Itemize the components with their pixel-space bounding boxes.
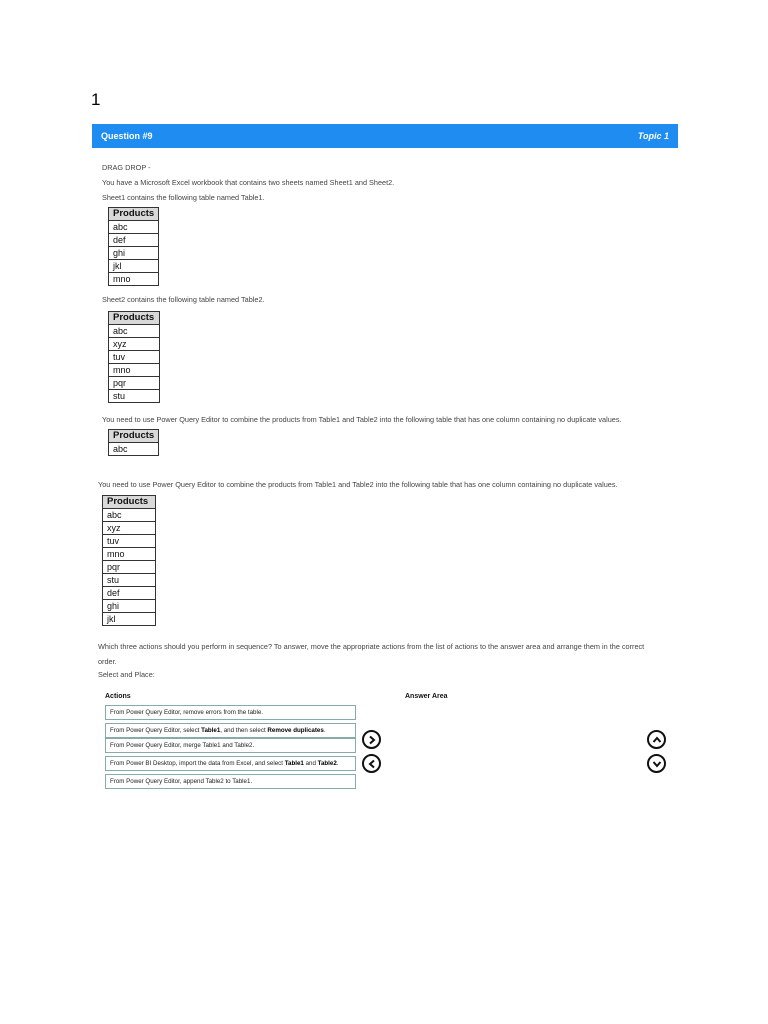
table2 — [108, 311, 160, 403]
table1-cell: mno — [109, 273, 159, 286]
question-type: DRAG DROP - — [102, 163, 151, 172]
table2-cell: xyz — [109, 338, 160, 351]
question-topic: Topic 1 — [637, 131, 669, 141]
question-text-line1: Which three actions should you perform in sequence? To answer, move the appropriate actions from the list of actions to the answer area and arrange them in the correct — [98, 642, 645, 651]
select-and-place: Select and Place: — [98, 670, 155, 679]
table2-cell: stu — [109, 390, 160, 403]
table3-cell: ghi — [103, 600, 156, 613]
table1-cell: def — [109, 234, 159, 247]
chevron-right-icon — [367, 735, 377, 745]
table2-header: Products — [109, 312, 160, 325]
table3-cell: def — [103, 587, 156, 600]
table2-cell: abc — [109, 325, 160, 338]
question-panel-bottom — [92, 472, 678, 794]
action-text: and — [303, 760, 318, 767]
chevron-down-icon — [652, 759, 662, 769]
table3-partial-cell: abc — [109, 443, 159, 456]
action-item-import[interactable] — [105, 756, 356, 771]
action-bold-text: Remove duplicates — [267, 727, 324, 734]
move-right-button[interactable] — [362, 730, 381, 749]
action-bold-text: Table1 — [284, 760, 304, 767]
table2-cell: mno — [109, 364, 160, 377]
action-text: . — [336, 760, 339, 767]
action-text: . — [323, 727, 326, 734]
sheet1-description: Sheet1 contains the following table named Table1. — [102, 193, 265, 202]
action-text: , and then select — [220, 727, 268, 734]
table2-cell: pqr — [109, 377, 160, 390]
move-up-button[interactable] — [647, 730, 666, 749]
table1 — [108, 207, 159, 286]
question-title: Question #9 — [101, 131, 153, 141]
move-left-button[interactable] — [362, 754, 381, 773]
action-item-remove-duplicates[interactable] — [105, 723, 356, 738]
table3-cell: abc — [103, 509, 156, 522]
table3-cell: pqr — [103, 561, 156, 574]
table3-partial — [108, 429, 159, 456]
table1-header: Products — [109, 208, 159, 221]
action-bold-text: Table2 — [317, 760, 337, 767]
combine-description: You need to use Power Query Editor to combine the products from Table1 and Table2 into the following table that has one column containing no duplicate values. — [102, 415, 622, 424]
table3 — [102, 495, 156, 626]
action-item-merge[interactable] — [105, 738, 356, 753]
table3-cell: mno — [103, 548, 156, 561]
question-panel-top — [92, 150, 678, 465]
table1-cell: jkl — [109, 260, 159, 273]
table3-cell: xyz — [103, 522, 156, 535]
table3-header: Products — [103, 496, 156, 509]
table3-cell: tuv — [103, 535, 156, 548]
table2-cell: tuv — [109, 351, 160, 364]
intro-text: You have a Microsoft Excel workbook that contains two sheets named Sheet1 and Sheet2. — [102, 178, 395, 187]
action-item-append[interactable] — [105, 774, 356, 789]
question-text-line2: order. — [98, 657, 117, 666]
table1-cell: abc — [109, 221, 159, 234]
action-bold-text: Table1 — [201, 727, 221, 734]
action-text: From Power BI Desktop, import the data from Excel, and select — [110, 760, 285, 767]
page-number: 1 — [91, 90, 101, 109]
chevron-left-icon — [367, 759, 377, 769]
action-text: From Power Query Editor, select — [110, 727, 202, 734]
table3-partial-header: Products — [109, 430, 159, 443]
chevron-up-icon — [652, 735, 662, 745]
answer-area-heading: Answer Area — [405, 693, 448, 700]
actions-heading: Actions — [105, 693, 131, 700]
sheet2-description: Sheet2 contains the following table named Table2. — [102, 295, 265, 304]
action-text: From Power Query Editor, remove errors from the table. — [110, 709, 264, 716]
action-item-remove-errors[interactable] — [105, 705, 356, 720]
action-text: From Power Query Editor, append Table2 to Table1. — [110, 778, 253, 785]
table3-cell: jkl — [103, 613, 156, 626]
action-text: From Power Query Editor, merge Table1 and Table2. — [110, 742, 255, 749]
question-header — [92, 124, 678, 148]
table1-cell: ghi — [109, 247, 159, 260]
table3-cell: stu — [103, 574, 156, 587]
move-down-button[interactable] — [647, 754, 666, 773]
combine-description-repeat: You need to use Power Query Editor to combine the products from Table1 and Table2 into the following table that has one column containing no duplicate values. — [98, 480, 618, 489]
